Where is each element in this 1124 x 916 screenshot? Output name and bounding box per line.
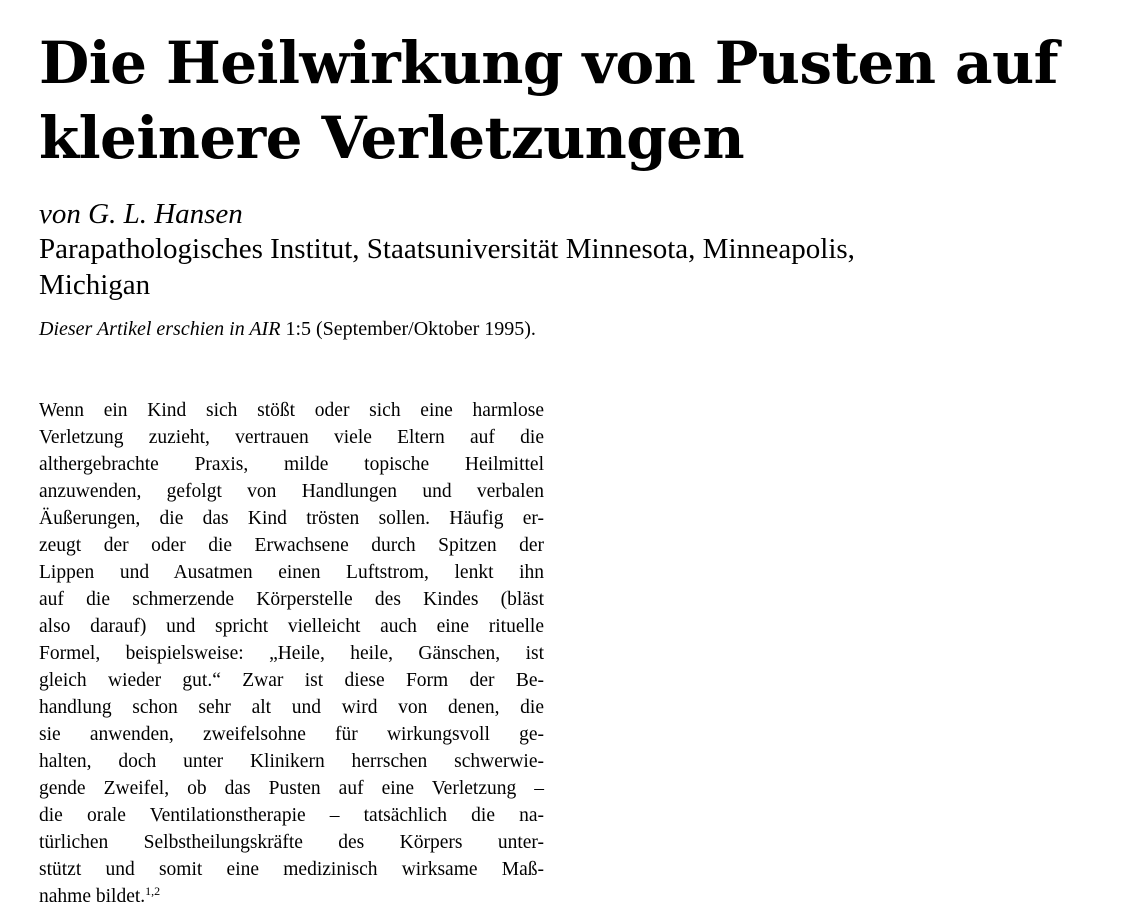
body-line: gende Zweifel, ob das Pusten auf eine Verletzung – bbox=[39, 778, 544, 799]
body-line-last bbox=[39, 883, 544, 910]
body-line: Wenn ein Kind sich stößt oder sich eine harmlose bbox=[39, 400, 544, 421]
body-line: sie anwenden, zweifelsohne für wirkungsvoll ge- bbox=[39, 724, 544, 745]
body-line: Lippen und Ausatmen einen Luftstrom, lenkt ihn bbox=[39, 562, 544, 583]
body-line: Äußerungen, die das Kind trösten sollen. Häufig er- bbox=[39, 508, 544, 529]
body-line: also darauf) und spricht vielleicht auch eine rituelle bbox=[39, 616, 544, 637]
body-line: Verletzung zuzieht, vertrauen viele Eltern auf die bbox=[39, 427, 544, 448]
body-line: zeugt der oder die Erwachsene durch Spitzen der bbox=[39, 535, 544, 556]
title-line: kleinere Verletzungen bbox=[39, 104, 745, 172]
publication-note-issue: 1:5 (September/Oktober 1995). bbox=[280, 318, 536, 340]
body-line-last-text: nahme bildet. bbox=[39, 886, 146, 907]
affiliation-line: Parapathologisches Institut, Staatsuniversität Minnesota, Minneapolis, bbox=[39, 233, 855, 265]
body-line: Formel, beispielsweise: „Heile, heile, Gänschen, ist bbox=[39, 643, 544, 664]
affiliation-line: Michigan bbox=[39, 269, 151, 301]
body-line: halten, doch unter Klinikern herrschen schwerwie- bbox=[39, 751, 544, 772]
footnote-reference[interactable]: 1,2 bbox=[145, 884, 161, 898]
article-body bbox=[39, 397, 544, 910]
body-line: auf die schmerzende Körperstelle des Kindes (bläst bbox=[39, 589, 544, 610]
body-line: türlichen Selbstheilungskräfte des Körpers unter- bbox=[39, 832, 544, 853]
title-line: Die Heilwirkung von Pusten auf bbox=[39, 29, 1058, 97]
author-affiliation bbox=[39, 231, 855, 303]
body-line: stützt und somit eine medizinisch wirksame Maß- bbox=[39, 859, 544, 880]
body-line: handlung schon sehr alt und wird von denen, die bbox=[39, 697, 544, 718]
publication-note-italic: Dieser Artikel erschien in AIR bbox=[39, 318, 281, 340]
author-byline: von G. L. Hansen bbox=[39, 198, 243, 230]
body-line: althergebrachte Praxis, milde topische Heilmittel bbox=[39, 454, 544, 475]
article-title bbox=[39, 26, 1099, 176]
body-line: gleich wieder gut.“ Zwar ist diese Form der Be- bbox=[39, 670, 544, 691]
body-line: die orale Ventilationstherapie – tatsächlich die na- bbox=[39, 805, 544, 826]
body-line: anzuwenden, gefolgt von Handlungen und verbalen bbox=[39, 481, 544, 502]
publication-note bbox=[39, 316, 536, 342]
